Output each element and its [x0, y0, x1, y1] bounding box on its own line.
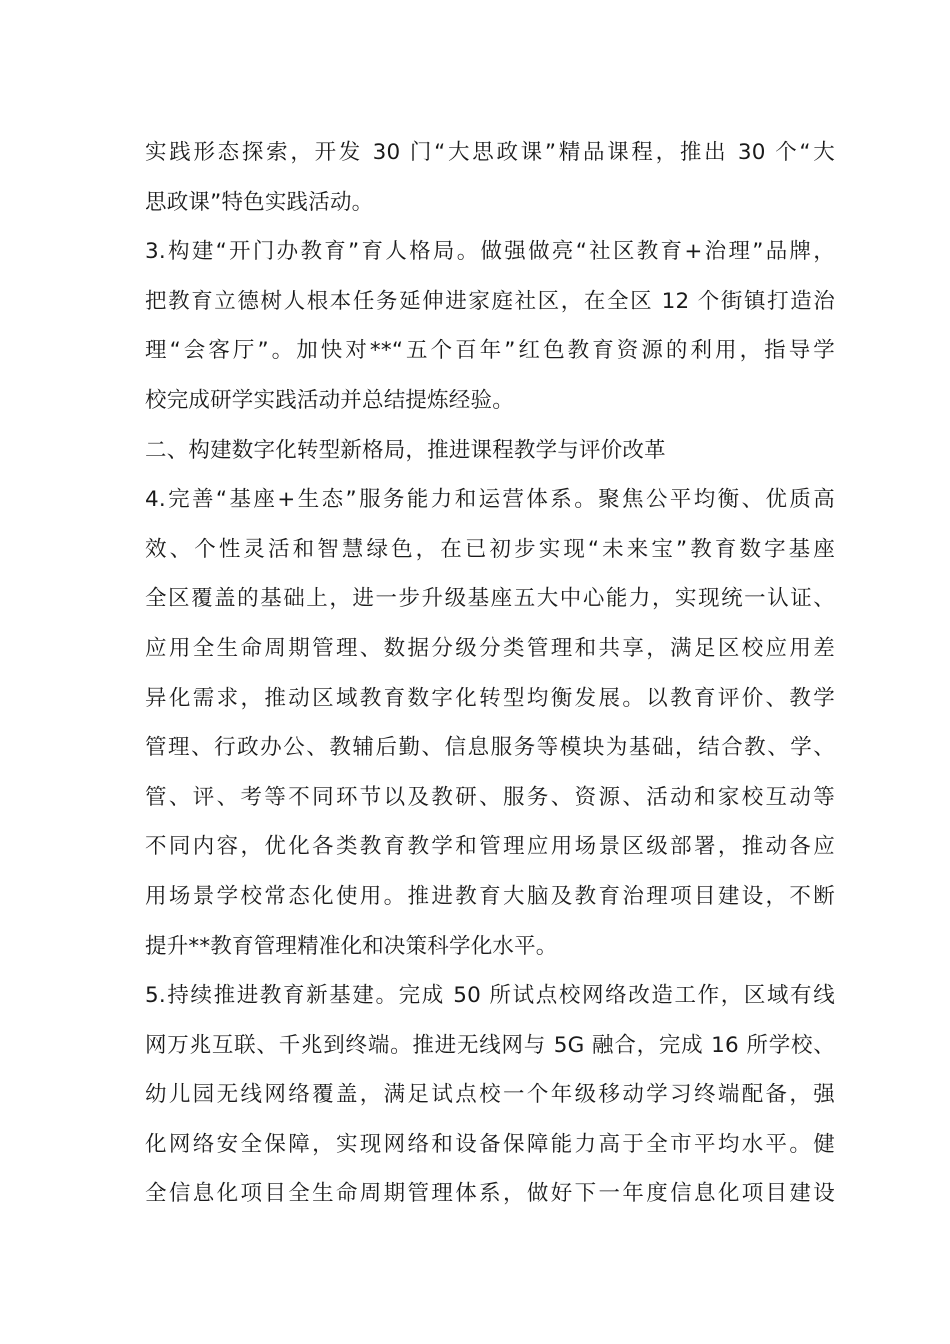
text-line: 管理、行政办公、教辅后勤、信息服务等模块为基础，结合教、学、: [145, 735, 835, 761]
document-body: [145, 128, 835, 1219]
text-line: 管、评、考等不同环节以及教研、服务、资源、活动和家校互动等: [145, 784, 835, 810]
section-heading: 二、构建数字化转型新格局，推进课程教学与评价改革: [145, 437, 666, 463]
text-line: 实践形态探索，开发 30 门“大思政课”精品课程，推出 30 个“大: [145, 140, 835, 165]
text-line: 化网络安全保障，实现网络和设备保障能力高于全市平均水平。健: [145, 1131, 835, 1157]
text-line: 用场景学校常态化使用。推进教育大脑及教育治理项目建设，不断: [145, 883, 835, 909]
text-line: 把教育立德树人根本任务延伸进家庭社区，在全区 12 个街镇打造治: [145, 288, 835, 314]
text-line: 全信息化项目全生命周期管理体系，做好下一年度信息化项目建设: [145, 1181, 835, 1207]
text-line: 全区覆盖的基础上，进一步升级基座五大中心能力，实现统一认证、: [145, 586, 835, 612]
paragraph-heading-line: 4.完善“基座+生态”服务能力和运营体系。聚焦公平均衡、优质高: [145, 487, 835, 513]
text-line: 理“会客厅”。加快对**“五个百年”红色教育资源的利用，指导学: [145, 338, 835, 364]
text-line: 幼儿园无线网络覆盖，满足试点校一个年级移动学习终端配备，强: [145, 1082, 835, 1108]
text-line: 校完成研学实践活动并总结提炼经验。: [145, 387, 514, 413]
text-line: 网万兆互联、千兆到终端。推进无线网与 5G 融合，完成 16 所学校、: [145, 1032, 835, 1058]
text-line: 异化需求，推动区域教育数字化转型均衡发展。以教育评价、教学: [145, 685, 835, 711]
text-line: 思政课”特色实践活动。: [145, 189, 374, 215]
text-line: 效、个性灵活和智慧绿色，在已初步实现“未来宝”教育数字基座: [145, 536, 835, 562]
paragraph-heading-line: 3.构建“开门办教育”育人格局。做强做亮“社区教育+治理”品牌，: [145, 239, 835, 265]
text-line: 不同内容，优化各类教育教学和管理应用场景区级部署，推动各应: [145, 834, 835, 860]
paragraph-heading-line: 5.持续推进教育新基建。完成 50 所试点校网络改造工作，区域有线: [145, 983, 835, 1009]
text-line: 应用全生命周期管理、数据分级分类管理和共享，满足区校应用差: [145, 635, 835, 661]
text-line: 提升**教育管理精准化和决策科学化水平。: [145, 933, 558, 959]
